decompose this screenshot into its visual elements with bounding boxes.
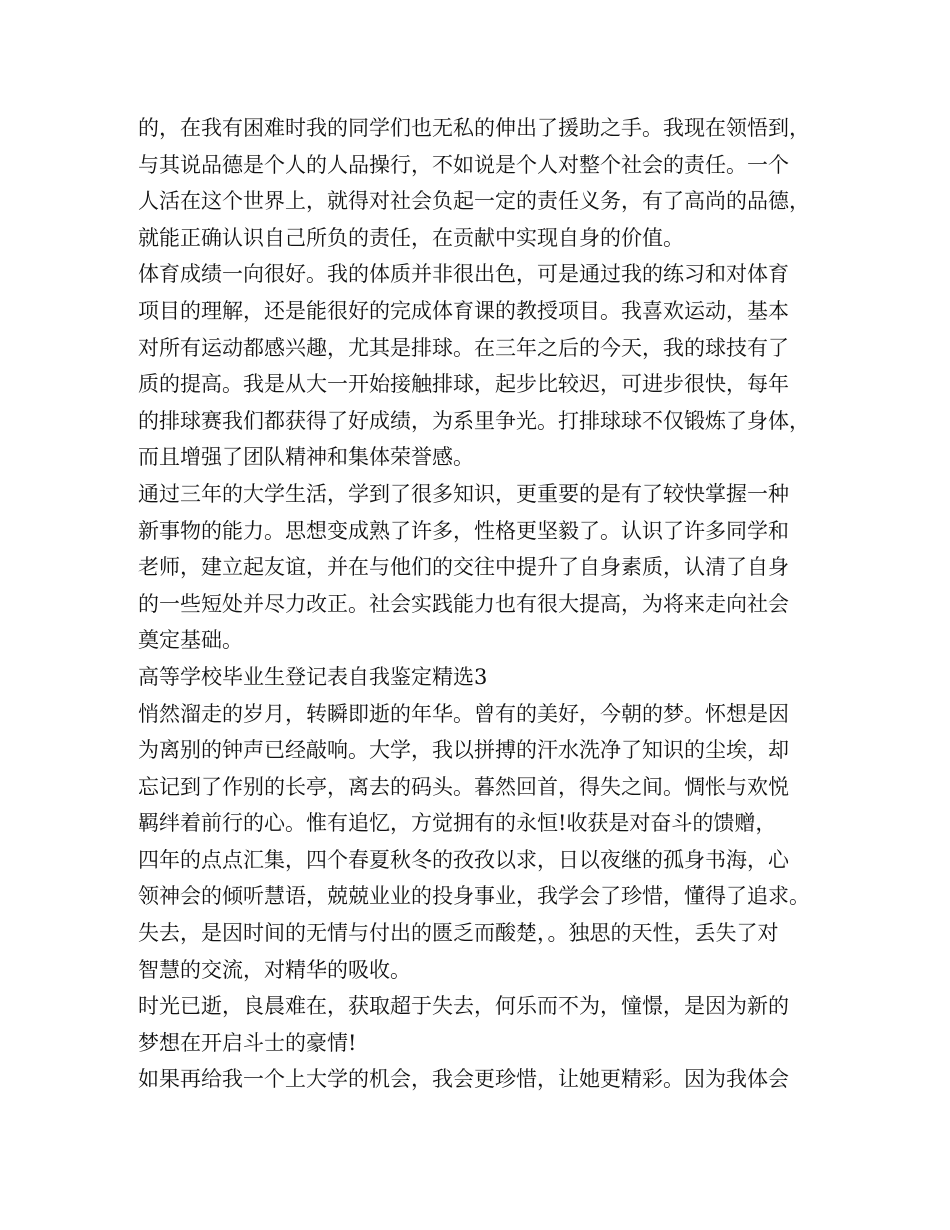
- text-line-18: 为离别的钟声已经敲响。大学，我以拼搏的汗水洗净了知识的尘埃，却: [138, 738, 789, 763]
- text-line-9: 的排球赛我们都获得了好成绩，为系里争光。打排球球不仅锻炼了身体，: [138, 408, 810, 433]
- text-line-19: 忘记到了作别的长亭，离去的码头。暮然回首，得失之间。惆怅与欢悦: [138, 774, 789, 799]
- text-line-6: 项目的理解，还是能很好的完成体育课的教授项目。我喜欢运动，基本: [138, 298, 789, 323]
- text-line-12: 新事物的能力。思想变成熟了许多，性格更坚毅了。认识了许多同学和: [138, 518, 789, 543]
- text-line-23: 失去，是因时间的无情与付出的匮乏而酸楚，。独思的天性，丢失了对: [138, 921, 779, 946]
- text-line-5: 体育成绩一向很好。我的体质并非很出色，可是通过我的练习和对体育: [138, 262, 789, 287]
- text-line-25: 时光已逝，良晨难在，获取超于失去，何乐而不为，憧憬，是因为新的: [138, 994, 789, 1019]
- text-line-13: 老师，建立起友谊，并在与他们的交往中提升了自身素质，认清了自身: [138, 555, 789, 580]
- text-line-4: 就能正确认识自己所负的责任，在贡献中实现自身的价值。: [138, 225, 684, 250]
- section-heading: 高等学校毕业生登记表自我鉴定精选3: [138, 664, 488, 689]
- text-line-10: 而且增强了团队精神和集体荣誉感。: [138, 445, 474, 470]
- document-body: [138, 110, 838, 1098]
- text-line-27: 如果再给我一个上大学的机会，我会更珍惜，让她更精彩。因为我体会: [138, 1067, 789, 1092]
- text-line-24: 智慧的交流，对精华的吸收。: [138, 957, 411, 982]
- text-line-20: 羁绊着前行的心。惟有追忆，方觉拥有的永恒!收获是对奋斗的馈赠，: [138, 811, 777, 836]
- text-line-15: 奠定基础。: [138, 628, 243, 653]
- text-line-21: 四年的点点汇集，四个春夏秋冬的孜孜以求，日以夜继的孤身书海，心: [138, 847, 789, 872]
- text-line-3: 人活在这个世界上，就得对社会负起一定的责任义务，有了高尚的品德，: [138, 189, 810, 214]
- text-line-7: 对所有运动都感兴趣，尤其是排球。在三年之后的今天，我的球技有了: [138, 335, 789, 360]
- text-line-26: 梦想在开启斗士的豪情!: [138, 1030, 357, 1055]
- text-line-1: 的，在我有困难时我的同学们也无私的伸出了援助之手。我现在领悟到，: [138, 116, 810, 140]
- text-line-11: 通过三年的大学生活，学到了很多知识，更重要的是有了较快掌握一种: [138, 481, 789, 506]
- text-line-17: 悄然溜走的岁月，转瞬即逝的年华。曾有的美好，今朝的梦。怀想是因: [138, 701, 789, 726]
- text-line-2: 与其说品德是个人的人品操行，不如说是个人对整个社会的责任。一个: [138, 152, 789, 177]
- text-line-22: 领神会的倾听慧语，兢兢业业的投身事业，我学会了珍惜，懂得了追求。: [138, 884, 810, 909]
- text-line-14: 的一些短处并尽力改正。社会实践能力也有很大提高，为将来走向社会: [138, 591, 789, 616]
- text-line-8: 质的提高。我是从大一开始接触排球，起步比较迟，可进步很快，每年: [138, 372, 789, 397]
